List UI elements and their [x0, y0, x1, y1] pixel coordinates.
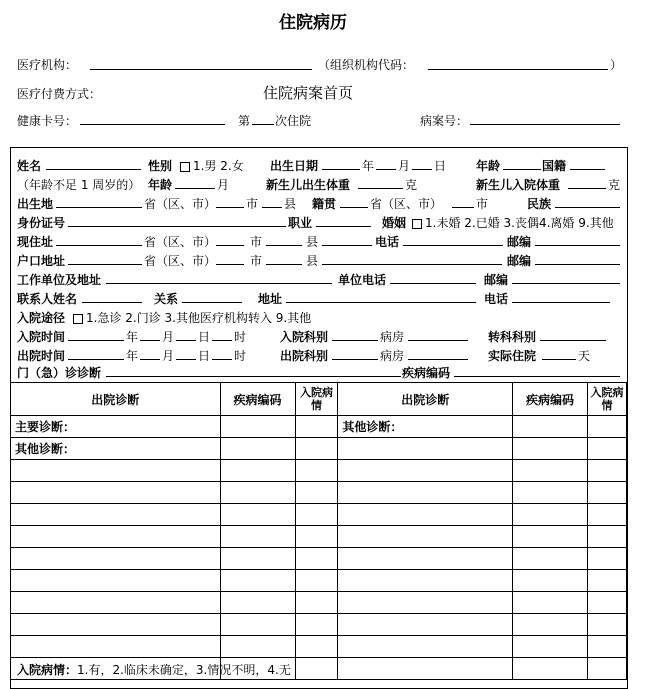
discharge-hour-field[interactable]: [212, 359, 232, 360]
native-province-unit: 省（区、市）: [370, 197, 443, 211]
table-row: [11, 504, 627, 526]
table-cell[interactable]: [220, 592, 295, 614]
sex-checkbox[interactable]: [180, 162, 190, 172]
discharge-dept-label: 出院科别: [280, 349, 329, 363]
birthplace-county-field[interactable]: [262, 207, 282, 208]
current-extra-field[interactable]: [322, 245, 372, 246]
table-row: [11, 592, 627, 614]
workplace-label: 工作单位及地址: [17, 273, 102, 287]
current-province-unit: 省（区、市）: [144, 235, 217, 249]
household-county-unit: 县: [306, 254, 319, 268]
contact-name-label: 联系人姓名: [17, 292, 78, 306]
nationality-field[interactable]: [570, 169, 605, 170]
birth-year-field[interactable]: [322, 169, 360, 170]
current-province-field[interactable]: [56, 245, 142, 246]
er-diagnosis-field[interactable]: [106, 376, 401, 377]
workplace-field[interactable]: [106, 283, 332, 284]
payment-label: 医疗付费方式：: [17, 87, 102, 101]
table-cell[interactable]: [513, 482, 588, 504]
main-diagnosis-cell[interactable]: 主要诊断：: [11, 416, 221, 438]
other-diagnosis-right-cell[interactable]: 其他诊断：: [338, 416, 513, 438]
table-cell[interactable]: [295, 658, 338, 680]
occupation-field[interactable]: [316, 226, 371, 227]
page-subtitle: 住院病案首页: [263, 84, 354, 102]
contact-phone-field[interactable]: [512, 302, 610, 303]
discharge-day-unit: 日: [198, 349, 211, 363]
birth-day-unit: 日: [434, 159, 447, 173]
birthplace-city-unit: 市: [246, 197, 259, 211]
table-cell[interactable]: [295, 548, 338, 570]
birthplace-county-unit: 县: [284, 197, 297, 211]
admit-month-field[interactable]: [140, 340, 160, 341]
table-cell[interactable]: [513, 460, 588, 482]
work-phone-label: 单位电话: [338, 273, 387, 287]
table-row: [11, 416, 627, 438]
admit-dept-label: 入院科别: [280, 330, 329, 344]
org-code-close: ）: [610, 58, 623, 72]
current-address-label: 现住址: [17, 235, 54, 249]
contact-address-field[interactable]: [286, 302, 476, 303]
admit-hour-field[interactable]: [212, 340, 232, 341]
id-no-label: 身份证号: [17, 216, 66, 230]
org-label: 医疗机构：: [17, 58, 78, 72]
table-row: [11, 460, 627, 482]
org-code-field[interactable]: [428, 69, 608, 70]
table-cell[interactable]: [295, 460, 338, 482]
admit-time-label: 入院时间: [17, 330, 66, 344]
admit-year-unit: 年: [126, 330, 139, 344]
table-row: [11, 438, 627, 460]
birthplace-province-unit: 省（区、市）: [144, 197, 217, 211]
col-header: 入院病情: [295, 383, 338, 416]
postcode3-label: 邮编: [484, 273, 509, 287]
discharge-month-field[interactable]: [140, 359, 160, 360]
table-cell[interactable]: [513, 636, 588, 658]
infant-note: （年龄不足 1 周岁的）: [17, 178, 141, 192]
marriage-label: 婚姻: [382, 216, 407, 230]
relation-field[interactable]: [182, 302, 242, 303]
diagnosis-table: [10, 382, 627, 680]
actual-stay-label: 实际住院: [488, 349, 537, 363]
table-cell[interactable]: [11, 504, 221, 526]
discharge-month-unit: 月: [162, 349, 175, 363]
table-cell[interactable]: [295, 636, 338, 658]
postcode2-label: 邮编: [507, 254, 532, 268]
table-cell[interactable]: [588, 416, 627, 438]
er-disease-code-label: 疾病编码: [402, 366, 451, 380]
admit-hour-unit: 时: [234, 330, 247, 344]
table-cell[interactable]: [513, 570, 588, 592]
table-cell[interactable]: [338, 526, 513, 548]
name-field[interactable]: [46, 169, 141, 170]
current-city-unit: 市: [250, 235, 263, 249]
table-cell[interactable]: [11, 614, 221, 636]
sex-options: 1.男 2.女: [193, 159, 244, 173]
nb-admit-weight-label: 新生儿入院体重: [476, 178, 561, 192]
table-cell[interactable]: [338, 636, 513, 658]
table-row: [11, 482, 627, 504]
admission-condition-text: 1.有，2.临床未确定，3.情况不明，4.无: [77, 663, 291, 677]
contact-phone-label: 电话: [484, 292, 509, 306]
birth-month-unit: 月: [398, 159, 411, 173]
admit-day-field[interactable]: [176, 340, 196, 341]
id-no-field[interactable]: [68, 226, 286, 227]
col-header: 出院诊断: [11, 383, 221, 416]
discharge-year-field[interactable]: [68, 359, 124, 360]
table-cell[interactable]: [588, 460, 627, 482]
admit-ward-field[interactable]: [408, 340, 468, 341]
admit-dept-field[interactable]: [332, 340, 378, 341]
table-cell[interactable]: [588, 614, 627, 636]
postcode-field[interactable]: [535, 245, 620, 246]
discharge-ward-label: 病房: [380, 349, 405, 363]
admit-month-unit: 月: [162, 330, 175, 344]
table-cell[interactable]: [338, 570, 513, 592]
contact-address-label: 地址: [258, 292, 283, 306]
ethnicity-field[interactable]: [555, 207, 620, 208]
postcode-label: 邮编: [507, 235, 532, 249]
household-county-field[interactable]: [266, 264, 302, 265]
table-cell[interactable]: [11, 482, 221, 504]
er-diagnosis-label: 门（急）诊诊断: [17, 366, 102, 380]
table-cell[interactable]: [338, 438, 513, 460]
nb-admit-weight-field[interactable]: [568, 188, 606, 189]
table-cell[interactable]: [513, 548, 588, 570]
other-diagnosis-left-cell[interactable]: 其他诊断：: [11, 438, 221, 460]
birthplace-province-field[interactable]: [56, 207, 142, 208]
discharge-day-field[interactable]: [176, 359, 196, 360]
phone-label: 电话: [375, 235, 400, 249]
table-cell[interactable]: [220, 460, 295, 482]
nb-birth-weight-unit: 克: [405, 178, 418, 192]
table-cell[interactable]: [588, 592, 627, 614]
household-extra-field[interactable]: [322, 264, 502, 265]
nb-birth-weight-label: 新生儿出生体重: [266, 178, 351, 192]
household-city-field[interactable]: [216, 264, 244, 265]
table-cell[interactable]: [588, 548, 627, 570]
health-card-field[interactable]: [80, 124, 225, 125]
current-city-field[interactable]: [216, 245, 244, 246]
route-checkbox[interactable]: [73, 314, 83, 324]
current-county-unit: 县: [306, 235, 319, 249]
table-cell[interactable]: [220, 416, 295, 438]
table-cell[interactable]: [11, 636, 221, 658]
table-cell[interactable]: [295, 570, 338, 592]
table-cell[interactable]: [588, 438, 627, 460]
route-options: 1.急诊 2.门诊 3.其他医疗机构转入 9.其他: [86, 311, 312, 325]
org-code-label: （组织机构代码：: [318, 58, 415, 72]
table-header-row: [11, 383, 627, 416]
col-header: 疾病编码: [220, 383, 295, 416]
household-province-unit: 省（区、市）: [144, 254, 217, 268]
table-cell[interactable]: [11, 570, 221, 592]
table-cell[interactable]: [220, 614, 295, 636]
table-cell[interactable]: [513, 416, 588, 438]
ethnicity-label: 民族: [527, 197, 552, 211]
transfer-dept-field[interactable]: [540, 340, 606, 341]
table-cell[interactable]: [295, 482, 338, 504]
table-cell[interactable]: [338, 614, 513, 636]
native-province-field[interactable]: [340, 207, 368, 208]
admission-condition-label: 入院病情：: [17, 663, 78, 677]
admission-count-field[interactable]: [252, 124, 274, 125]
phone-field[interactable]: [403, 245, 503, 246]
discharge-hour-unit: 时: [234, 349, 247, 363]
household-province-field[interactable]: [68, 264, 142, 265]
nationality-label: 国籍: [542, 159, 567, 173]
table-cell[interactable]: [295, 592, 338, 614]
table-cell[interactable]: [513, 614, 588, 636]
name-label: 姓名: [17, 159, 42, 173]
col-header: 入院病情: [588, 383, 627, 416]
table-cell[interactable]: [588, 658, 627, 680]
table-cell[interactable]: [338, 504, 513, 526]
household-address-label: 户口地址: [17, 254, 66, 268]
discharge-dept-field[interactable]: [332, 359, 378, 360]
er-disease-code-field[interactable]: [454, 376, 620, 377]
table-cell[interactable]: [220, 636, 295, 658]
birthplace-label: 出生地: [17, 197, 54, 211]
table-cell[interactable]: [588, 636, 627, 658]
table-cell[interactable]: [338, 658, 513, 680]
age-field[interactable]: [503, 169, 541, 170]
table-cell[interactable]: [338, 460, 513, 482]
table-cell[interactable]: [588, 570, 627, 592]
contact-name-field[interactable]: [82, 302, 142, 303]
table-cell[interactable]: [11, 460, 221, 482]
table-cell[interactable]: [588, 504, 627, 526]
table-cell[interactable]: [11, 548, 221, 570]
table-cell[interactable]: [295, 526, 338, 548]
birth-month-field[interactable]: [376, 169, 396, 170]
admission-prefix: 第: [238, 114, 251, 128]
table-cell[interactable]: [513, 658, 588, 680]
page-title: 住院病历: [279, 13, 347, 33]
table-cell[interactable]: [513, 438, 588, 460]
native-place-label: 籍贯: [312, 197, 337, 211]
transfer-dept-label: 转科科别: [488, 330, 537, 344]
table-row: [11, 548, 627, 570]
postcode3-field[interactable]: [512, 283, 620, 284]
current-county-field[interactable]: [266, 245, 302, 246]
table-cell[interactable]: [513, 526, 588, 548]
birth-year-unit: 年: [362, 159, 375, 173]
table-cell[interactable]: [220, 570, 295, 592]
infant-age-field[interactable]: [175, 188, 215, 189]
table-cell[interactable]: [220, 548, 295, 570]
birth-date-label: 出生日期: [270, 159, 319, 173]
native-city-field[interactable]: [452, 207, 474, 208]
admit-year-field[interactable]: [68, 340, 124, 341]
table-cell[interactable]: [220, 504, 295, 526]
table-cell[interactable]: [295, 614, 338, 636]
table-row: [11, 636, 627, 658]
marriage-options: 1.未婚 2.已婚 3.丧偶4.离婚 9.其他: [425, 216, 614, 230]
record-no-label: 病案号：: [420, 114, 469, 128]
occupation-label: 职业: [288, 216, 313, 230]
marriage-checkbox[interactable]: [412, 219, 422, 229]
table-cell[interactable]: [338, 592, 513, 614]
birthplace-city-field[interactable]: [216, 207, 244, 208]
discharge-time-label: 出院时间: [17, 349, 66, 363]
nb-admit-weight-unit: 克: [608, 178, 621, 192]
record-no-field[interactable]: [470, 124, 620, 125]
admission-condition-note: [17, 661, 291, 678]
discharge-year-unit: 年: [126, 349, 139, 363]
col-header: 疾病编码: [513, 383, 588, 416]
table-cell[interactable]: [11, 526, 221, 548]
table-cell[interactable]: [11, 592, 221, 614]
col-header: 出院诊断: [338, 383, 513, 416]
table-cell[interactable]: [513, 504, 588, 526]
actual-stay-unit: 天: [578, 349, 591, 363]
table-cell[interactable]: [220, 438, 295, 460]
admit-day-unit: 日: [198, 330, 211, 344]
table-cell[interactable]: [338, 482, 513, 504]
health-card-label: 健康卡号：: [17, 114, 78, 128]
table-row: [11, 570, 627, 592]
nb-birth-weight-field[interactable]: [358, 188, 403, 189]
org-field[interactable]: [90, 69, 312, 70]
table-cell[interactable]: [220, 482, 295, 504]
postcode2-field[interactable]: [535, 264, 620, 265]
sex-label: 性别: [148, 159, 173, 173]
household-city-unit: 市: [250, 254, 263, 268]
birth-day-field[interactable]: [412, 169, 432, 170]
table-row: [11, 614, 627, 636]
table-cell[interactable]: [338, 548, 513, 570]
relation-label: 关系: [154, 292, 179, 306]
discharge-ward-field[interactable]: [408, 359, 468, 360]
table-cell[interactable]: [295, 416, 338, 438]
infant-age-label: 年龄: [148, 178, 173, 192]
native-city-unit: 市: [476, 197, 489, 211]
table-cell[interactable]: [588, 482, 627, 504]
admission-route-label: 入院途径: [17, 311, 66, 325]
table-cell[interactable]: [220, 526, 295, 548]
admit-ward-label: 病房: [380, 330, 405, 344]
table-cell[interactable]: [295, 504, 338, 526]
admission-suffix: 次住院: [275, 114, 312, 128]
table-cell[interactable]: [295, 438, 338, 460]
age-label: 年龄: [476, 159, 501, 173]
table-row: [11, 526, 627, 548]
work-phone-field[interactable]: [390, 283, 476, 284]
table-cell[interactable]: [513, 592, 588, 614]
infant-month-unit: 月: [217, 178, 230, 192]
actual-stay-field[interactable]: [542, 359, 576, 360]
table-cell[interactable]: [588, 526, 627, 548]
